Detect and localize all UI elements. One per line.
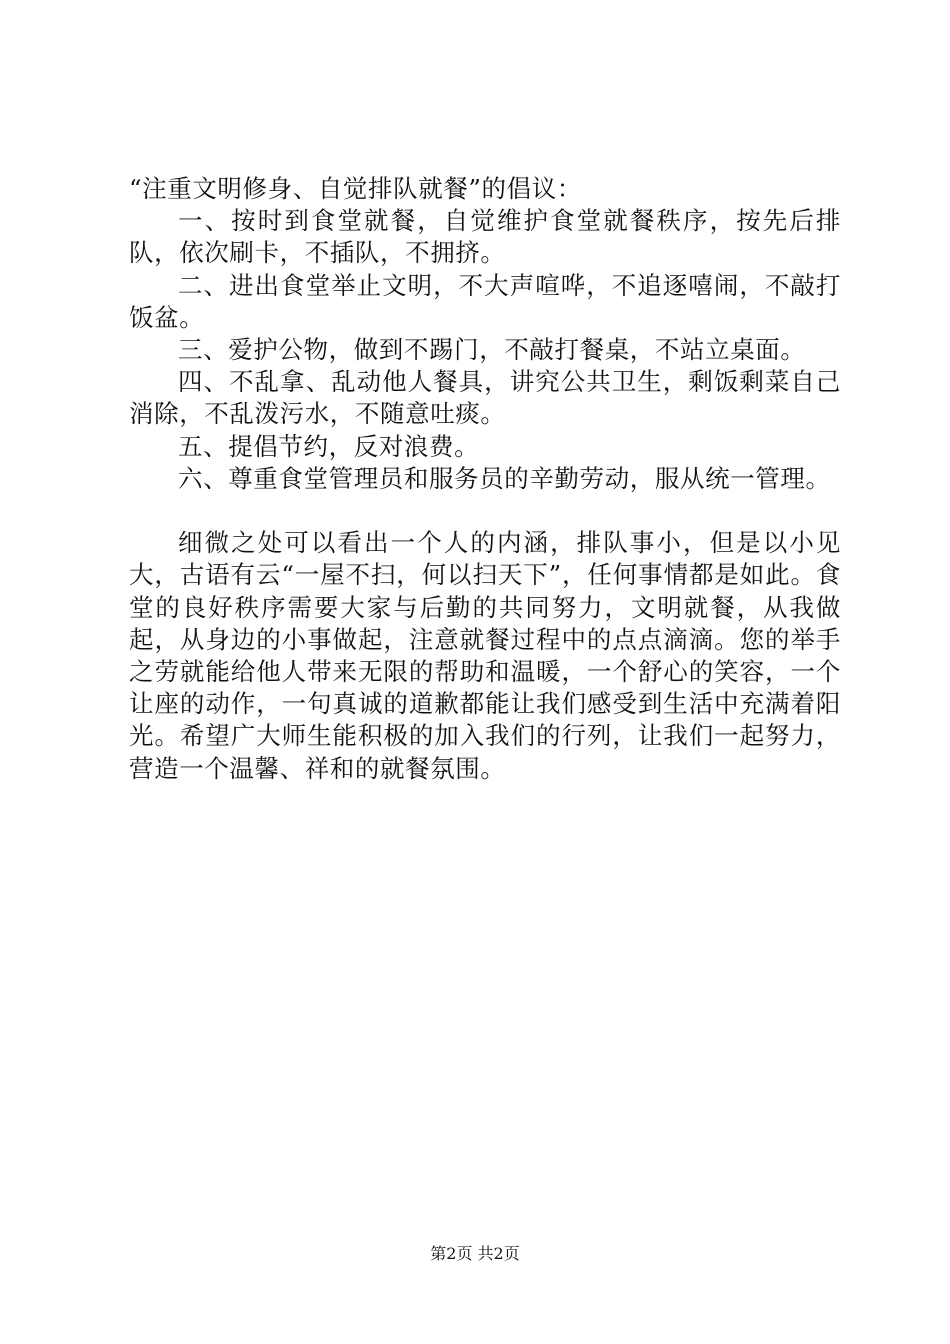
document-body — [129, 173, 841, 785]
page-number-footer: 第2页 共2页 — [430, 1244, 520, 1263]
proposal-item-1: 一、按时到食堂就餐，自觉维护食堂就餐秩序，按先后排队，依次刷卡，不插队，不拥挤。 — [129, 206, 841, 268]
proposal-item-4: 四、不乱拿、乱动他人餐具，讲究公共卫生，剩饭剩菜自己消除，不乱泼污水，不随意吐痰。 — [129, 367, 841, 429]
closing-paragraph: 细微之处可以看出一个人的内涵，排队事小，但是以小见大，古语有云“一屋不扫，何以扫天下”，任何事情都是如此。食堂的良好秩序需要大家与后勤的共同努力，文明就餐，从我做起，从身边的小事做起，注意就餐过程中的点点滴滴。您的举手之劳就能给他人带来无限的帮助和温暖，一个舒心的笑容，一个让座的动作，一句真诚的道歉都能让我们感受到生活中充满着阳光。希望广大师生能积极的加入我们的行列，让我们一起努力，营造一个温馨、祥和的就餐氛围。 — [129, 528, 841, 783]
proposal-item-2: 二、进出食堂举止文明，不大声喧哗，不追逐嘻闹，不敲打饭盆。 — [129, 270, 841, 332]
paragraph-spacer — [129, 495, 841, 527]
proposal-item-6: 六、尊重食堂管理员和服务员的辛勤劳动，服从统一管理。 — [178, 463, 831, 493]
proposal-item-5: 五、提倡节约，反对浪费。 — [178, 431, 480, 461]
proposal-heading: “注重文明修身、自觉排队就餐”的倡议： — [129, 174, 582, 203]
proposal-item-3: 三、爱护公物，做到不踢门，不敲打餐桌，不站立桌面。 — [178, 335, 806, 365]
